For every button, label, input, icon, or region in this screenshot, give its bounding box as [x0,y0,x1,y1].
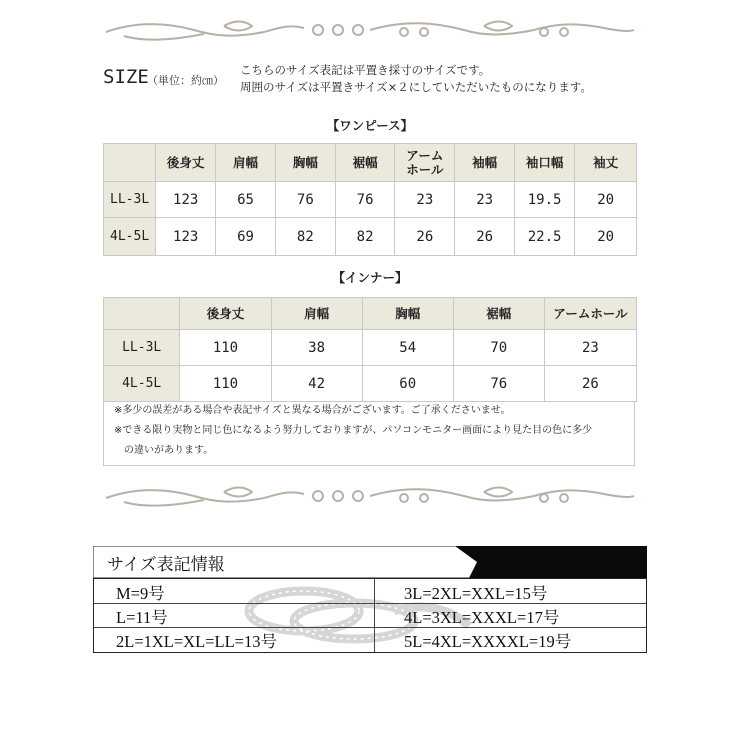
table-cell: 123 [156,218,216,256]
table-row [104,218,637,256]
table-cell: 38 [271,330,362,366]
table-cell: 26 [544,366,636,402]
size-mapping: 2L=1XL=XL=LL=13号 [116,632,277,651]
column-header: 肩幅 [271,298,362,330]
table-cell: 82 [275,218,335,256]
table-cell: 23 [455,182,515,218]
decorative-flourish-top [104,18,636,44]
size-mapping: 5L=4XL=XXXXL=19号 [404,632,572,651]
column-header: 後身丈 [156,144,216,182]
table-cell: 54 [362,330,453,366]
table-row [104,330,637,366]
table-cell: 123 [156,182,216,218]
column-header: 袖口幅 [515,144,575,182]
size-note-2: 周囲のサイズは平置きサイズ×２にしていただいたものになります。 [240,80,592,94]
inner-table-title: 【インナー】 [332,270,408,285]
dress-table-title: 【ワンピース】 [326,118,414,133]
table-corner [104,298,180,330]
table-cell: 82 [335,218,395,256]
table-cell: 23 [544,330,636,366]
table-cell: 65 [216,182,276,218]
column-header: アームホール [544,298,636,330]
table-cell: 19.5 [515,182,575,218]
disclaimer-line: ※できる限り実物と同じ色になるよう努力しておりますが、パソコンモニター画面により見た目の色に多少 [114,425,593,436]
column-header: 裾幅 [453,298,544,330]
column-header: 裾幅 [335,144,395,182]
dress-size-table [103,143,637,256]
size-info-panel [93,546,647,653]
table-cell: 76 [275,182,335,218]
table-corner [104,144,156,182]
column-header: 胸幅 [362,298,453,330]
size-mapping: M=9号 [116,584,165,603]
row-size-label: 4L-5L [104,218,156,256]
table-cell: 26 [395,218,455,256]
table-cell: 22.5 [515,218,575,256]
table-row [104,182,637,218]
column-header: 後身丈 [180,298,271,330]
size-mapping: L=11号 [116,608,168,627]
disclaimer-line: の違いがあります。 [124,445,214,456]
row-size-label: 4L-5L [104,366,180,402]
column-header: 胸幅 [275,144,335,182]
size-mapping: 4L=3XL=XXXL=17号 [404,608,560,627]
size-notes [240,62,592,96]
table-cell: 69 [216,218,276,256]
table-cell: 42 [271,366,362,402]
disclaimer-notes [103,401,635,466]
table-cell: 76 [453,366,544,402]
table-cell: 26 [455,218,515,256]
size-info-title: サイズ表記情報 [107,555,225,575]
table-cell: 23 [395,182,455,218]
size-header [103,62,643,102]
grid-divider [94,603,646,604]
row-size-label: LL-3L [104,330,180,366]
table-row [104,366,637,402]
row-size-label: LL-3L [104,182,156,218]
column-header: 袖丈 [575,144,637,182]
size-note-1: こちらのサイズ表記は平置き採寸のサイズです。 [240,63,491,77]
table-cell: 20 [575,182,637,218]
column-header: アーム ホール [395,144,455,182]
size-label: SIZE [103,66,149,88]
grid-divider [374,579,375,652]
table-cell: 76 [335,182,395,218]
table-cell: 60 [362,366,453,402]
disclaimer-line: ※多少の誤差がある場合や表記サイズと異なる場合がございます。ご了承くださいませ。 [114,405,511,416]
table-cell: 20 [575,218,637,256]
size-info-grid [93,578,647,653]
column-header: 肩幅 [216,144,276,182]
column-header: 袖幅 [455,144,515,182]
table-header-row [104,144,637,182]
table-cell: 70 [453,330,544,366]
table-cell: 110 [180,366,271,402]
inner-size-table [103,297,637,402]
size-unit: （単位：約㎝） [147,74,224,87]
decorative-flourish-bottom [104,484,636,510]
size-mapping: 3L=2XL=XXL=15号 [404,584,548,603]
table-cell: 110 [180,330,271,366]
table-header-row [104,298,637,330]
